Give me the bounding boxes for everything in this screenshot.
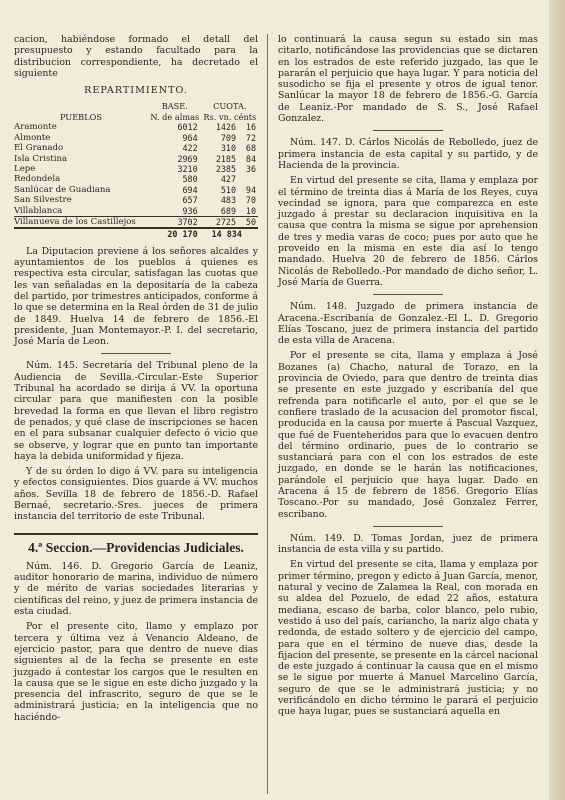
header-pueblos: PUEBLOS xyxy=(59,111,102,122)
cuota-centimos: 70 xyxy=(245,195,256,206)
cuota-centimos xyxy=(240,174,258,184)
right-column xyxy=(278,34,538,722)
notice-147-body: En virtud del presente se cita, llama y emplaza por el término de treinta dias á María de los Reyes, cuya vecindad se ignora, para que comparezca en este juzgado á prestar su declaracion inquisitiva en la causa que contra la misma se sigue por aprehension de tres y media varas de coco; pues por auto que he proveido en la misma en este dia así lo tengo mandado. Huelva 20 de febrero de 1856. Cárlos Nicolás de Rebolledo.-Por mandado de dicho señor, L. José María de Guerra. xyxy=(278,175,538,288)
cuota-centimos: 94 xyxy=(245,184,256,195)
cuota-centimos: 68 xyxy=(245,143,256,154)
repartimiento-heading: REPARTIMIENTO. xyxy=(84,85,188,97)
notice-149-body: En virtud del presente se cita, llama y emplaza por primer término, pregon y edicto á Juan García, menor, natural y vecino de Zalamea la Real, con morada en su aldea del Pozuelo, de edad 22 años, estatura mediana, escaso de barba, color blanco, pelo rubio, vestido á uso del país, cariancho, la nariz algo chata y redonda, de estado soltero y de ejercicio del campo, para que en el término de nueve dias, desde la fijacion del presente, se presente en la cárcel nacional de este juzgado á continuar la causa que en el mismo se le sigue por muerte á Manuel Marcelino García, seguro de que se le administrará justicia; y no verificándolo en dicho término le parará el perjuicio que haya lugar, pues se sustanciará aquella en xyxy=(278,559,538,718)
separator xyxy=(101,353,171,354)
cuota-reales: 1426 xyxy=(215,122,236,133)
base-value: 964 xyxy=(182,132,198,143)
notice-149: Núm. 149. D. Tomas Jordan, juez de primera instancia de esta villa y su partido. xyxy=(278,532,538,556)
cuota-reales: 2725 xyxy=(202,216,240,228)
header-cuota: CUOTA. xyxy=(213,101,247,112)
pueblo-name: San Silvestre xyxy=(14,195,72,206)
left-column xyxy=(14,34,258,727)
column-divider xyxy=(267,34,268,794)
table-row xyxy=(14,206,258,217)
pueblo-name: Aramonte xyxy=(14,122,57,133)
total-base: 20 170 xyxy=(148,228,202,239)
base-value: 6012 xyxy=(177,122,198,133)
cuota-centimos: 84 xyxy=(245,153,256,164)
cuota-centimos: 36 xyxy=(245,163,256,174)
page-binding-shadow xyxy=(549,0,565,800)
notice-146-body: Por el presente cito, llamo y emplazo por tercera y última vez á Venancio Aldeano, de ejercicio pastor, para que dentro de nueve dias siguientes al de la fecha se presente en este juzgado á contestar los cargos que le resulten en la causa que se le sigue en este dicho juzgado y la presencia del infrascrito, seguro de que se le administrará justicia; en la inteligencia que no haciéndo- xyxy=(14,621,258,723)
base-value: 936 xyxy=(182,205,198,216)
cuota-reales: 510 xyxy=(220,184,236,195)
base-value: 2969 xyxy=(177,153,198,164)
table-row xyxy=(14,154,258,164)
section-title: 4.ª Seccion.—Providencias Judiciales. xyxy=(14,533,258,553)
cuota-reales: 427 xyxy=(220,174,236,185)
separator xyxy=(373,526,443,527)
base-value: 694 xyxy=(182,184,198,195)
notice-146-continuation: lo continuará la causa segun su estado sin mas citarlo, notificándose las providencias que se dictaren en los estrados de este referido juzgado, las que le pararán el perjuicio que haya lugar. Y para noticia del susodicho se fija el presente y otros de igual tenor. Sanlúcar la mayor 18 de febrero de 1856.-G. García de Leaniz.-Por mandado de S. S., José Rafael Gonzalez. xyxy=(278,34,538,125)
notice-145-body: Y de su órden lo digo á VV. para su inteligencia y efectos consiguientes. Dios guarde á VV. muchos años. Sevilla 18 de febrero de 1856.-D. Rafael Bernaé, secretario.-Sres. jueces de primera instancia del territorio de este Tribunal. xyxy=(14,466,258,523)
cuota-centimos: 10 xyxy=(245,205,256,216)
diputacion-paragraph: La Diputacion previene á los señores alcaldes y ayuntamientos de los pueblos á quienes es respectiva esta circular, satisfagan las cuotas que les van señaladas en la depositaría de la cabeza del partido, por trimestres anticipados, conforme á lo que se determina en la Real órden de 31 de julio de 1849. Huelva 14 de febrero de 1856.-El presidente, Juan Montemayor.-P. I. del secretario, José María de Leon. xyxy=(14,245,258,348)
notice-145: Núm. 145. Secretaría del Tribunal pleno de la Audiencia de Sevilla.-Circular.-Este Superior Tribunal ha acordado se dirija á VV. la oportuna circular para que manifiesten con la posible brevedad la forma en que llevan el libro registro de penados, y qué clase de inscripciones se hacen en el para subsanar cualquier defecto ó vicio que se observe, y lograr que en punto tan importante haya la debida uniformidad y fijeza. xyxy=(14,360,258,462)
header-base-sub: N. de almas xyxy=(150,111,200,122)
cuota-reales: 709 xyxy=(220,132,236,143)
pueblo-name: Lepe xyxy=(14,163,36,174)
base-value: 657 xyxy=(182,195,198,206)
cuota-reales: 483 xyxy=(220,195,236,206)
pueblo-name: Sanlúcar de Guadiana xyxy=(14,184,111,195)
table-row xyxy=(14,185,258,195)
table-row xyxy=(14,164,258,174)
base-value: 3702 xyxy=(148,216,202,228)
pueblo-name: Villablanca xyxy=(14,205,63,216)
cuota-reales: 2185 xyxy=(215,153,236,164)
table-row xyxy=(14,216,258,228)
table-row xyxy=(14,174,258,184)
cuota-centimos: 50 xyxy=(240,216,258,228)
table-row xyxy=(14,122,258,132)
base-value: 422 xyxy=(182,143,198,154)
base-value: 3210 xyxy=(177,163,198,174)
header-cuota-sub: Rs. vn. cénts xyxy=(203,111,257,122)
separator xyxy=(373,294,443,295)
cuota-centimos: 72 xyxy=(245,132,256,143)
cuota-reales: 310 xyxy=(220,143,236,154)
notice-148-body: Por el presente se cita, llama y emplaza á José Bozanes (a) Chacho, natural de Torazo, en la provincia de Oviedo, para que dentro de treinta dias se presente en este juzgado y escribanía del que refrenda para notificarle el auto, por el que se le confiere traslado de la acusacion del promotor fiscal, producida en la causa por muerte á Pascual Vazquez, que fué de Fuenteheridos para que lo evacuen dentro del término ordinario, pues de lo contrario se sustanciará para con el con los estrados de este juzgado, en donde se le harán las notificaciones, parándole el perjuicio que haya lugar. Dado en Aracena á 15 de febrero de 1856. Gregorio Elías Toscano.-Por su mandado, José Gonzalez Ferrer, escribano. xyxy=(278,350,538,520)
notice-148: Núm. 148. Juzgado de primera instancia de Aracena.-Escribanía de Gonzalez.-El L. D. Gregorio Elías Toscano, juez de primera instancia del partido de esta villa de Aracena. xyxy=(278,301,538,347)
total-cuota: 14 834 xyxy=(202,228,258,239)
cuota-reales: 689 xyxy=(220,205,236,216)
table-row xyxy=(14,195,258,205)
cuota-reales: 2385 xyxy=(215,163,236,174)
pueblo-name: Almonte xyxy=(14,132,51,143)
repartimiento-table xyxy=(14,101,258,239)
notice-147: Núm. 147. D. Cárlos Nicolás de Rebolledo, juez de primera instancia de esta capital y su partido, y de Hacienda de la provincia. xyxy=(278,137,538,171)
cuota-centimos: 16 xyxy=(245,122,256,133)
pueblo-name: Isla Cristina xyxy=(14,153,68,164)
table-row xyxy=(14,133,258,143)
header-base: BASE. xyxy=(161,101,188,112)
pueblo-name: Villanueva de los Castillejos xyxy=(14,216,148,228)
intro-paragraph: cacion, habiéndose formado el detall del presupuesto y estando facultado para la distribucion correspondiente, ha decretado el siguiente xyxy=(14,34,258,79)
pueblo-name: El Granado xyxy=(14,143,64,154)
pueblo-name: Redondela xyxy=(14,174,61,185)
base-value: 580 xyxy=(182,174,198,185)
notice-146: Núm. 146. D. Gregorio García de Leaniz, auditor honorario de marina, individuo de número y de mérito de varias sociedades literarias y científicas del reino, y juez de primera instancia de esta ciudad. xyxy=(14,560,258,618)
table-row xyxy=(14,143,258,153)
separator xyxy=(373,130,443,131)
